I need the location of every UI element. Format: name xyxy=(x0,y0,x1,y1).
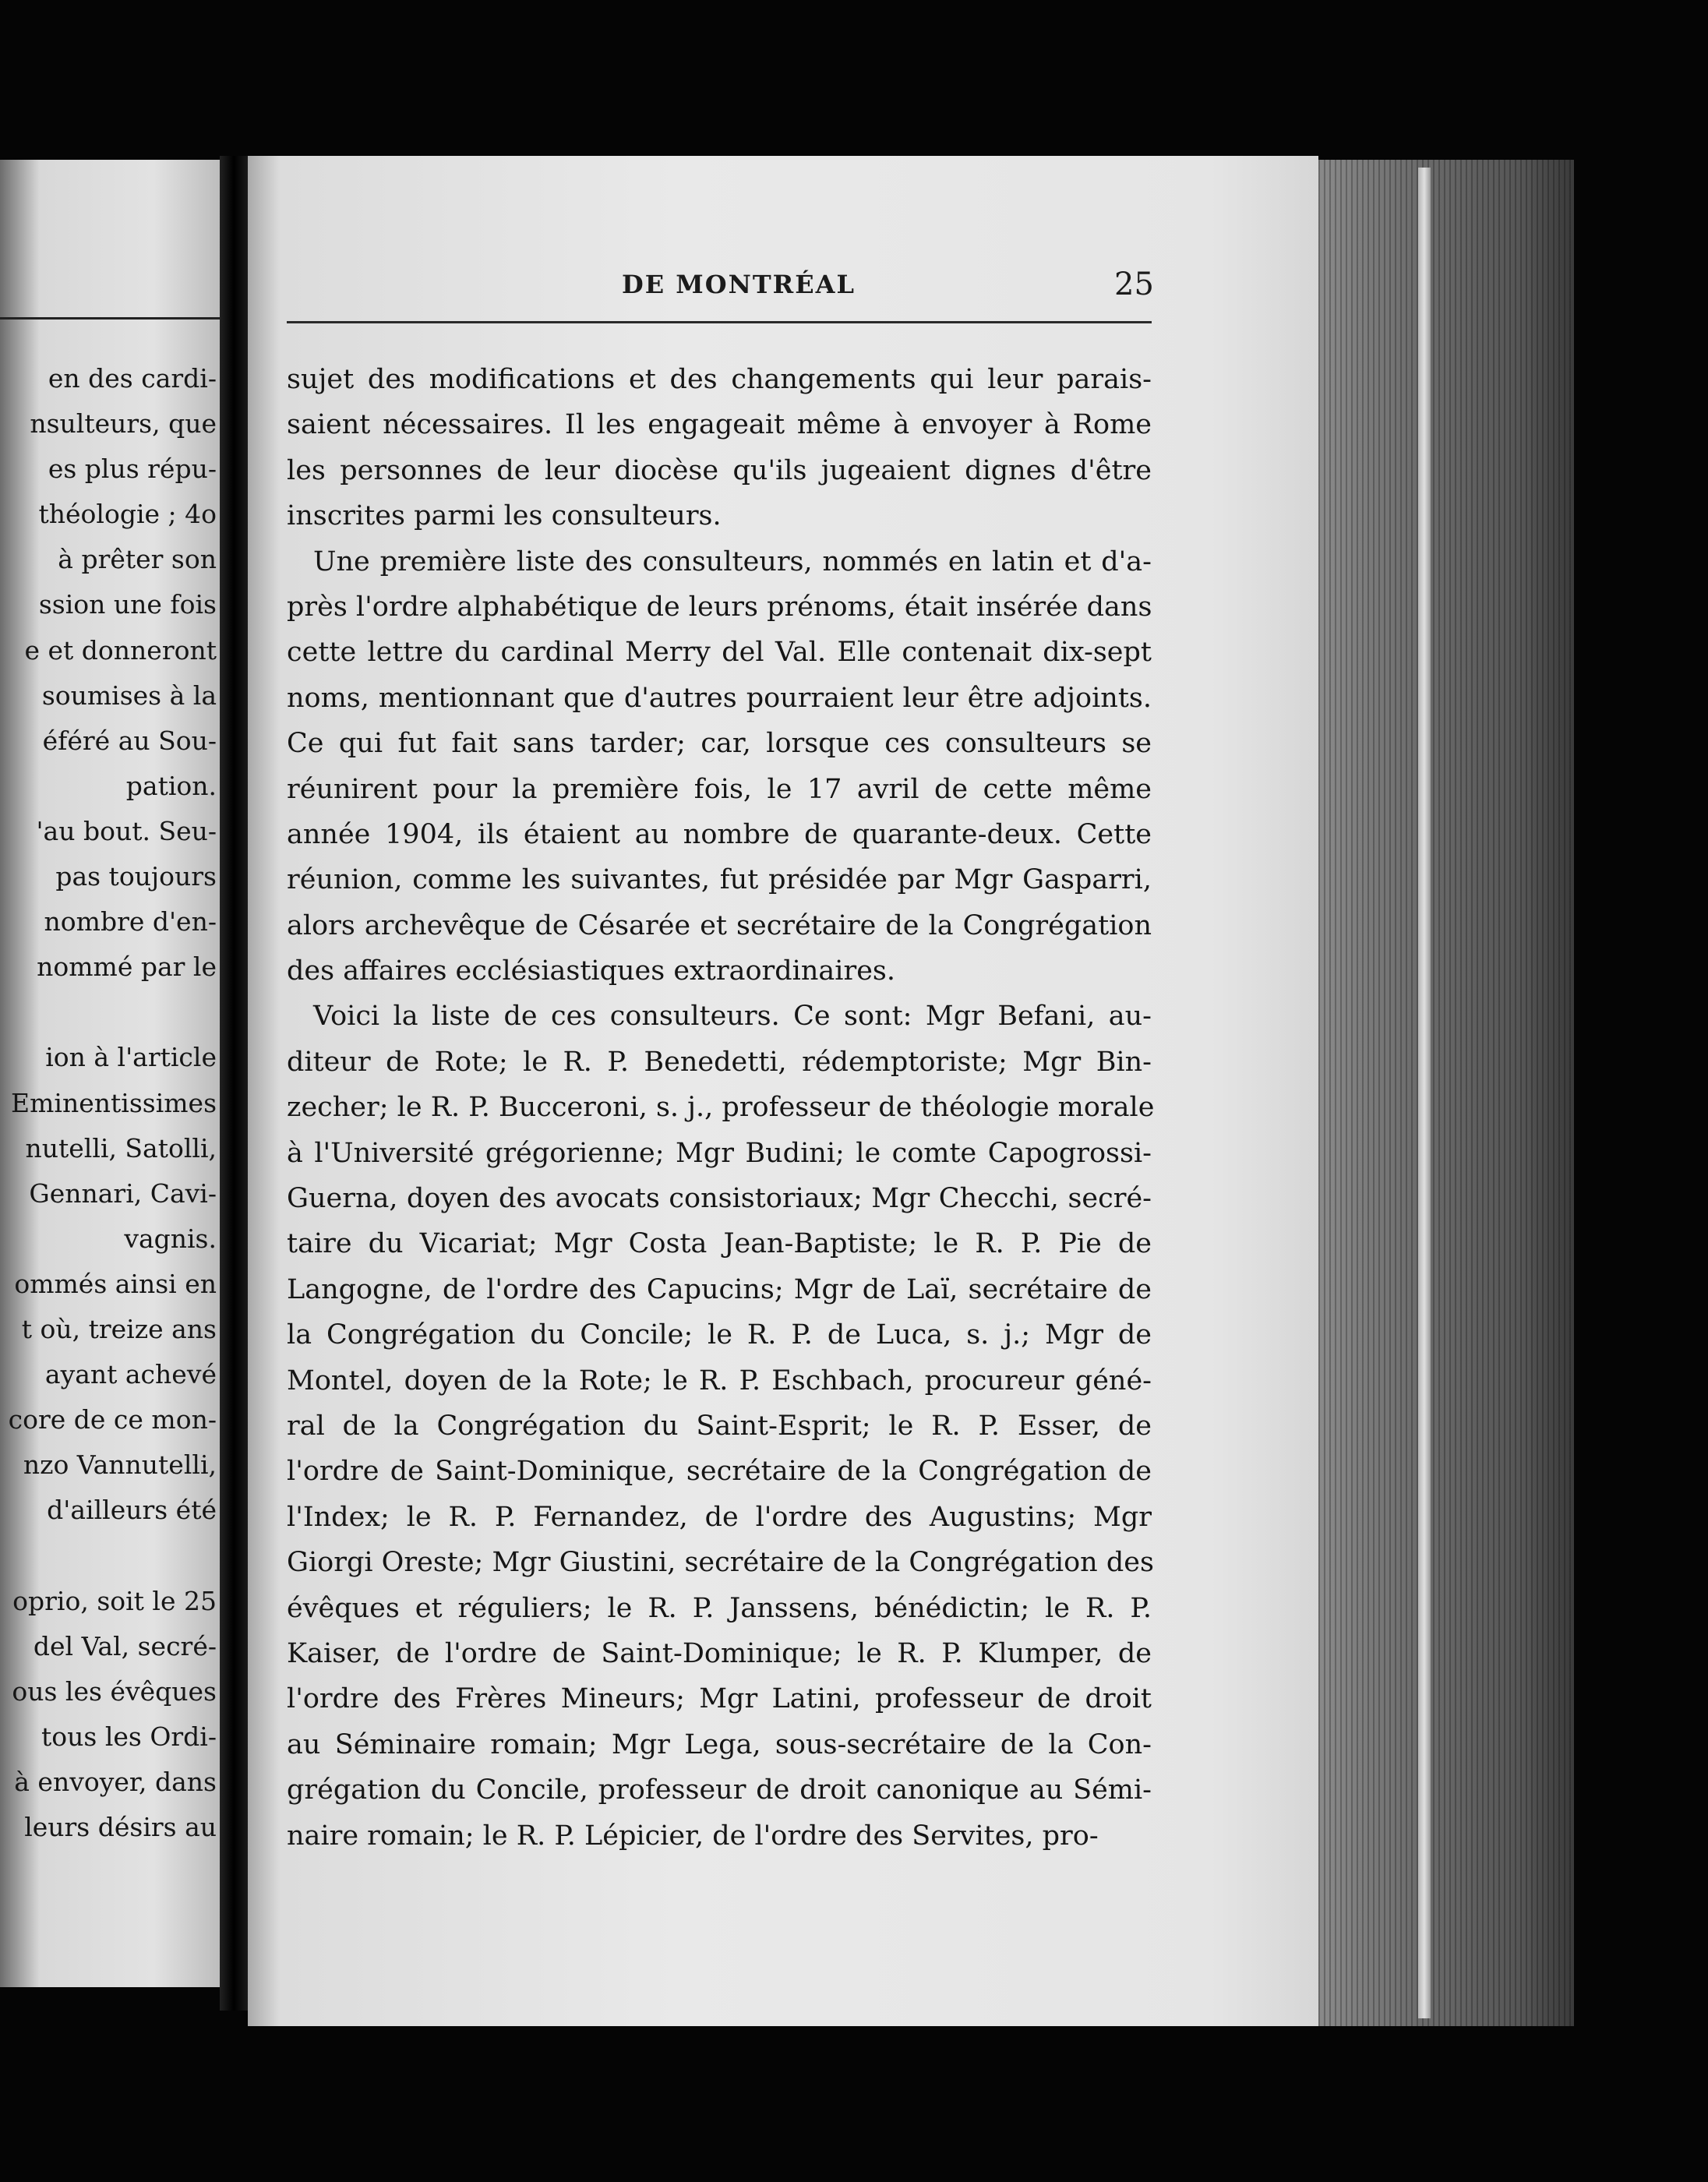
text-line: taire du Vicariat; Mgr Costa Jean-Baptiste; le R. P. Pie de xyxy=(287,1228,1152,1260)
right-page xyxy=(248,156,1318,2026)
text-line: les personnes de leur diocèse qu'ils jugeaient dignes d'être xyxy=(287,454,1152,486)
text-line: alors archevêque de Césarée et secrétaire de la Congrégation xyxy=(287,909,1152,941)
text-line: la Congrégation du Concile; le R. P. de Luca, s. j.; Mgr de xyxy=(287,1319,1152,1351)
fore-edge-highlight xyxy=(1418,168,1431,2018)
running-title: DE MONTRÉAL xyxy=(622,270,856,299)
left-page-text xyxy=(0,356,217,1850)
left-page-line: nzo Vannutelli, xyxy=(23,1449,217,1481)
text-line: grégation du Concile, professeur de droit canonique au Sémi- xyxy=(287,1774,1152,1806)
left-page xyxy=(0,160,220,1987)
text-line: inscrites parmi les consulteurs. xyxy=(287,500,722,532)
left-page-line xyxy=(0,1533,217,1578)
text-line: des affaires ecclésiastiques extraordinaires. xyxy=(287,955,895,987)
text-line: sujet des modifications et des changements qui leur parais- xyxy=(287,364,1152,395)
left-page-line: ayant achevé xyxy=(44,1359,217,1390)
text-line: Kaiser, de l'ordre de Saint-Dominique; le R. P. Klumper, de xyxy=(287,1637,1152,1669)
left-page-line: pas toujours xyxy=(55,861,217,892)
left-page-line: soumises à la xyxy=(41,680,217,711)
text-line: ral de la Congrégation du Saint-Esprit; le R. P. Esser, de xyxy=(287,1410,1152,1442)
text-line: Ce qui fut fait sans tarder; car, lorsque ces consulteurs se xyxy=(287,728,1152,760)
left-page-line: éféré au Sou- xyxy=(42,725,217,756)
left-page-line: en des cardi- xyxy=(48,363,217,394)
text-line: réunion, comme les suivantes, fut présidée par Mgr Gasparri, xyxy=(287,864,1152,896)
left-page-line: t où, treize ans xyxy=(21,1313,217,1344)
left-page-line: pation. xyxy=(125,770,217,801)
text-line: Langogne, de l'ordre des Capucins; Mgr de Laï, secrétaire de xyxy=(287,1273,1152,1305)
book-gutter xyxy=(220,156,248,2011)
left-page-line: ion à l'article xyxy=(45,1042,217,1073)
left-page-line: ssion une fois xyxy=(38,589,217,620)
left-page-line: nutelli, Satolli, xyxy=(25,1132,217,1163)
text-line: zecher; le R. P. Bucceroni, s. j., professeur de théologie morale xyxy=(287,1092,1155,1124)
text-line: année 1904, ils étaient au nombre de quarante-deux. Cette xyxy=(287,818,1152,850)
left-page-line: del Val, secré- xyxy=(33,1630,217,1661)
left-page-line: nsulteurs, que xyxy=(30,408,217,440)
left-page-line: à prêter son xyxy=(58,544,217,575)
text-line: Voici la liste de ces consulteurs. Ce sont: Mgr Befani, au- xyxy=(313,1001,1152,1033)
text-line: au Séminaire romain; Mgr Lega, sous-secrétaire de la Con- xyxy=(287,1728,1152,1760)
text-line: l'ordre des Frères Mineurs; Mgr Latini, professeur de droit xyxy=(287,1683,1152,1715)
left-page-line: nombre d'en- xyxy=(44,906,217,937)
text-line: naire romain; le R. P. Lépicier, de l'ordre des Servites, pro- xyxy=(287,1820,1099,1852)
left-page-line: nommé par le xyxy=(37,952,217,983)
text-line: saient nécessaires. Il les engageait même à envoyer à Rome xyxy=(287,409,1152,441)
text-line: à l'Université grégorienne; Mgr Budini; le comte Capogrossi- xyxy=(287,1137,1152,1169)
text-line: Montel, doyen de la Rote; le R. P. Eschbach, procureur géné- xyxy=(287,1365,1152,1396)
left-page-line: oprio, soit le 25 xyxy=(12,1585,217,1616)
left-page-line: ous les évêques xyxy=(12,1675,217,1707)
text-line: Guerna, doyen des avocats consistoriaux; Mgr Checchi, secré- xyxy=(287,1183,1152,1215)
left-page-line: leurs désirs au xyxy=(24,1812,217,1842)
left-page-line: Gennari, Cavi- xyxy=(29,1178,217,1209)
left-page-line: e et donneront xyxy=(24,634,217,666)
text-line: diteur de Rote; le R. P. Benedetti, rédemptoriste; Mgr Bin- xyxy=(287,1046,1152,1078)
left-page-line: d'ailleurs été xyxy=(47,1495,217,1526)
left-page-line: core de ce mon- xyxy=(8,1404,217,1435)
text-line: noms, mentionnant que d'autres pourraient leur être adjoints. xyxy=(287,682,1152,714)
page-number: 25 xyxy=(1114,267,1154,302)
text-line: près l'ordre alphabétique de leurs prénoms, était insérée dans xyxy=(287,591,1152,623)
book-fore-edge xyxy=(1318,160,1574,2026)
left-page-rule xyxy=(0,317,220,320)
left-page-line xyxy=(0,990,217,1035)
left-page-line: à envoyer, dans xyxy=(14,1766,217,1797)
text-line: Une première liste des consulteurs, nommés en latin et d'a- xyxy=(313,546,1152,577)
text-line: Giorgi Oreste; Mgr Giustini, secrétaire de la Congrégation des xyxy=(287,1547,1154,1579)
left-page-line: es plus répu- xyxy=(48,454,217,485)
running-head xyxy=(248,267,1318,304)
header-rule xyxy=(287,321,1152,323)
left-page-line: tous les Ordi- xyxy=(41,1721,217,1752)
body-text xyxy=(287,357,1155,1859)
text-line: l'ordre de Saint-Dominique, secrétaire de la Congrégation de xyxy=(287,1456,1152,1488)
text-line: cette lettre du cardinal Merry del Val. Elle contenait dix-sept xyxy=(287,637,1152,669)
left-page-line: théologie ; 4o xyxy=(38,499,217,530)
left-page-line: vagnis. xyxy=(124,1223,217,1254)
text-line: réunirent pour la première fois, le 17 avril de cette même xyxy=(287,773,1152,805)
left-page-line: Eminentissimes xyxy=(11,1087,217,1118)
left-page-line: ommés ainsi en xyxy=(14,1268,217,1299)
text-line: l'Index; le R. P. Fernandez, de l'ordre des Augustins; Mgr xyxy=(287,1501,1152,1533)
text-line: évêques et réguliers; le R. P. Janssens, bénédictin; le R. P. xyxy=(287,1592,1152,1624)
left-page-line: 'au bout. Seu- xyxy=(36,815,217,846)
